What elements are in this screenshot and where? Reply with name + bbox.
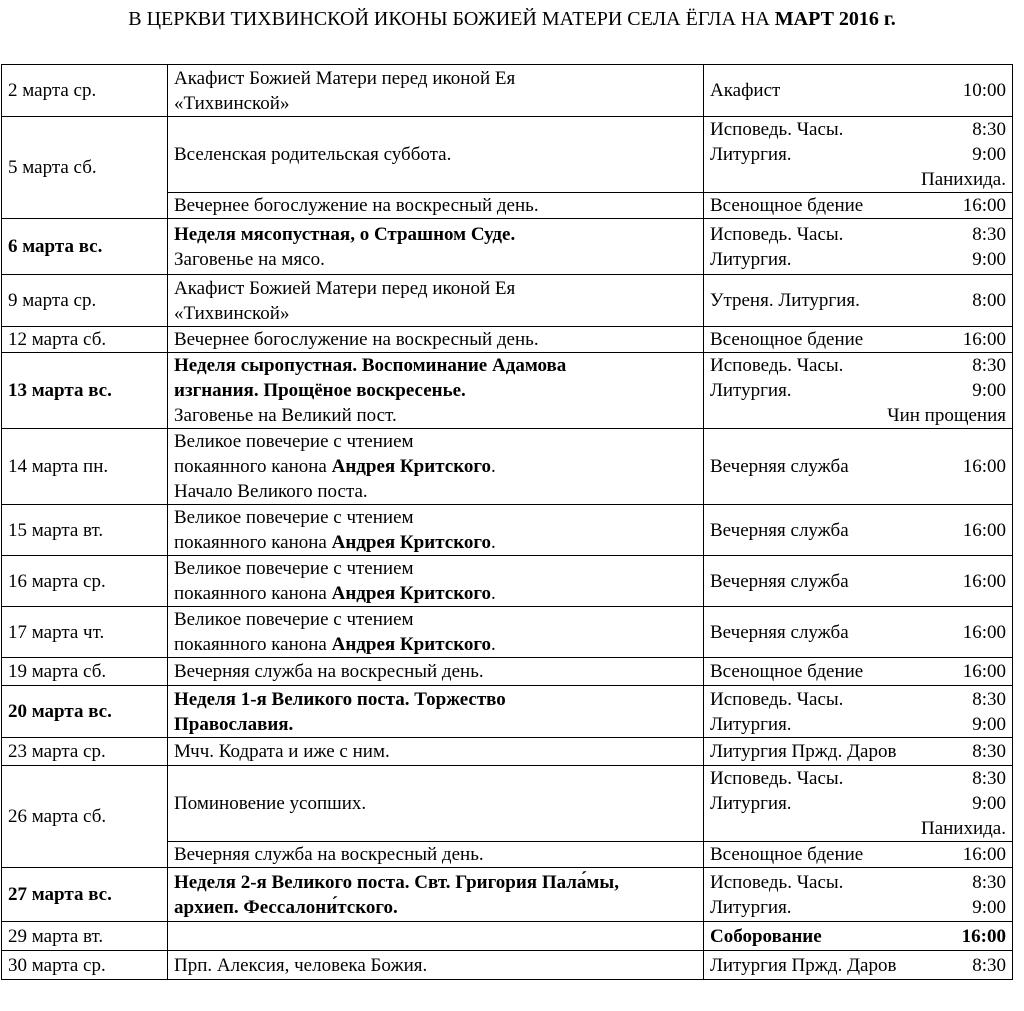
description-text: Великое повечерие с чтением [174,507,414,528]
description-line [174,791,697,816]
service-cell [704,607,1013,658]
service-name: Вечерняя служба [710,570,849,592]
description-text: Андрея Критского [331,532,492,553]
service-name: Вечерняя служба [710,456,849,477]
title-prefix: В ЦЕРКВИ ТИХВИНСКОЙ ИКОНЫ БОЖИЕЙ МАТЕРИ СЕЛА ЁГЛА НА [128,8,775,30]
service-cell [704,275,1013,327]
service-name: Вечерняя служба [710,519,849,541]
date-cell: 12 марта сб. [2,327,168,353]
service-name: Литургия. [710,896,792,918]
description-cell [168,868,704,922]
schedule-row [2,951,1013,980]
description-text: . [491,532,496,553]
schedule-row [2,686,1013,738]
service-line [710,895,1006,920]
service-time: Панихида. [920,818,1006,839]
date-cell: 15 марта вт. [2,505,168,556]
service-time: 8:00 [972,290,1006,311]
service-cell [704,868,1013,922]
service-name: Соборование [710,925,822,947]
description-line [174,327,697,352]
service-name: Утреня. Литургия. [710,290,860,311]
service-cell [704,738,1013,766]
service-line [710,247,1006,272]
service-name: Всенощное бдение [710,844,864,865]
schedule-table [1,64,1013,980]
description-text: Вечерняя служба на воскресный день. [174,661,484,682]
description-line [174,687,697,712]
service-name: Исповедь. Часы. [710,688,844,710]
date-cell: 9 марта ср. [2,275,168,327]
service-cell [704,65,1013,117]
date-cell: 16 марта ср. [2,556,168,607]
service-name: Литургия Пржд. Даров [710,741,897,762]
service-time: 16:00 [962,329,1006,350]
service-name: Исповедь. Часы. [710,871,844,893]
description-cell [168,353,704,429]
service-cell [704,766,1013,842]
service-name: Исповедь. Часы. [710,768,844,789]
date-cell: 27 марта вс. [2,868,168,922]
service-name: Исповедь. Часы. [710,223,844,245]
service-line [710,791,1006,816]
service-time: 16:00 [962,519,1006,541]
service-time: 16:00 [962,195,1006,216]
service-time: 16:00 [962,621,1006,643]
service-time: 10:00 [962,80,1006,101]
description-line [174,378,697,403]
service-time: 16:00 [962,456,1006,477]
description-line [174,193,697,218]
description-line [174,454,697,479]
description-line [174,530,697,555]
description-line [174,91,697,116]
service-line [710,924,1006,949]
description-line [174,842,697,867]
description-cell [168,686,704,738]
date-cell: 19 марта сб. [2,658,168,686]
date-cell: 2 марта ср. [2,65,168,117]
service-time: Панихида. [920,169,1006,190]
service-line [710,327,1006,352]
service-time: 8:30 [972,223,1006,245]
service-time: 8:30 [972,688,1006,710]
description-text: Неделя 2-я Великого поста. Свт. Григория Пала́мы, [174,871,619,893]
date-cell: 29 марта вт. [2,922,168,951]
schedule-row [2,327,1013,353]
schedule-row [2,505,1013,556]
description-text: Андрея Критского [331,583,492,604]
service-time: 16:00 [962,661,1006,682]
service-cell [704,219,1013,275]
description-text: Прп. Алексия, человека Божия. [174,954,428,976]
service-line [710,842,1006,867]
schedule-row [2,353,1013,429]
description-text: «Тихвинской» [174,302,290,324]
schedule-body [2,65,1013,980]
description-line [174,581,697,606]
page-title [0,8,1024,31]
date-cell: 5 марта сб. [2,117,168,219]
service-time: 9:00 [972,896,1006,918]
service-line [710,953,1006,978]
service-name: Литургия. [710,144,792,165]
description-cell [168,951,704,980]
schedule-row [2,607,1013,658]
service-line [710,403,1006,428]
service-line [710,378,1006,403]
service-line [710,353,1006,378]
service-cell [704,505,1013,556]
description-text: Великое повечерие с чтением [174,609,414,630]
description-line [174,142,697,167]
service-name: Литургия Пржд. Даров [710,954,897,976]
date-cell: 14 марта пн. [2,429,168,505]
schedule-row [2,922,1013,951]
description-cell [168,658,704,686]
description-line [174,247,697,272]
description-line [174,66,697,91]
description-cell [168,607,704,658]
service-line [710,142,1006,167]
description-text: покаянного канона [174,634,332,655]
service-time: 8:30 [972,355,1006,376]
service-name: Исповедь. Часы. [710,119,844,140]
service-time: 9:00 [972,248,1006,270]
service-line [710,222,1006,247]
service-name: Всенощное бдение [710,329,864,350]
service-line [710,117,1006,142]
description-text: Андрея Критского [331,456,492,477]
service-name: Литургия. [710,380,792,401]
service-name: Всенощное бдение [710,661,864,682]
description-cell [168,65,704,117]
description-line [174,429,697,454]
description-text: покаянного канона [174,456,332,477]
service-time: 8:30 [972,768,1006,789]
title-month: МАРТ 2016 г. [774,8,896,30]
service-cell [704,951,1013,980]
description-line [174,222,697,247]
description-text: Заговенье на Великий пост. [174,405,397,426]
service-name: Всенощное бдение [710,195,864,216]
description-text: Великое повечерие с чтением [174,558,414,579]
date-cell: 17 марта чт. [2,607,168,658]
service-line [710,569,1006,594]
service-name: Акафист [710,80,781,101]
date-cell: 6 марта вс. [2,219,168,275]
description-line [174,953,697,978]
description-text: Вечернее богослужение на воскресный день. [174,329,539,350]
description-line [174,403,697,428]
description-text: Акафист Божией Матери перед иконой Ея [174,67,516,89]
description-cell [168,117,704,193]
service-cell [704,193,1013,219]
schedule-row [2,65,1013,117]
service-cell [704,686,1013,738]
schedule-row [2,556,1013,607]
description-line [174,870,697,895]
schedule-row [2,219,1013,275]
service-time: 8:30 [972,741,1006,762]
description-line [174,632,697,657]
description-line [174,556,697,581]
schedule-row [2,658,1013,686]
description-line [174,895,697,920]
service-line [710,193,1006,218]
service-cell [704,117,1013,193]
description-text: Заговенье на мясо. [174,248,325,270]
service-line [710,766,1006,791]
description-line [174,659,697,684]
service-line [710,739,1006,764]
date-cell: 13 марта вс. [2,353,168,429]
description-text: Неделя сыропустная. Воспоминание Адамова [174,355,567,376]
service-line [710,659,1006,684]
schedule-row [2,738,1013,766]
description-text: изгнания. Прощёное воскресенье. [174,380,466,401]
description-cell [168,556,704,607]
service-cell [704,556,1013,607]
service-line [710,518,1006,543]
service-time: 8:30 [972,954,1006,976]
description-text: Акафист Божией Матери перед иконой Ея [174,277,516,299]
service-name: Вечерняя служба [710,621,849,643]
service-time: 8:30 [972,871,1006,893]
schedule-row [2,429,1013,505]
description-text: Начало Великого поста. [174,481,368,502]
service-time: Чин прощения [887,405,1006,426]
description-line [174,712,697,737]
service-time: 16:00 [962,844,1006,865]
description-cell [168,275,704,327]
description-cell [168,429,704,505]
description-cell [168,842,704,868]
description-text: . [491,456,496,477]
service-line [710,816,1006,841]
description-line [174,505,697,530]
service-name: Литургия. [710,793,792,814]
service-time: 8:30 [972,119,1006,140]
service-cell [704,327,1013,353]
service-time: 9:00 [972,380,1006,401]
service-time: 9:00 [972,713,1006,735]
service-time: 16:00 [961,925,1006,947]
date-cell: 23 марта ср. [2,738,168,766]
service-line [710,687,1006,712]
date-cell: 20 марта вс. [2,686,168,738]
description-text: «Тихвинской» [174,92,290,114]
description-text: Вечернее богослужение на воскресный день. [174,195,539,216]
schedule-row [2,117,1013,193]
service-name: Литургия. [710,713,792,735]
description-text: Вселенская родительская суббота. [174,144,452,165]
service-cell [704,842,1013,868]
description-line [174,479,697,504]
service-time: 9:00 [972,144,1006,165]
service-line [710,288,1006,313]
description-text: Великое повечерие с чтением [174,431,414,452]
description-text: . [491,634,496,655]
description-text: покаянного канона [174,583,332,604]
description-line [174,353,697,378]
description-text: Поминовение усопших. [174,793,367,814]
description-text: Андрея Критского [331,634,492,655]
description-text: Неделя 1-я Великого поста. Торжество [174,688,506,710]
description-line [174,739,697,764]
description-cell [168,327,704,353]
description-text: Вечерняя служба на воскресный день. [174,844,484,865]
service-line [710,712,1006,737]
description-cell [168,193,704,219]
description-line [174,276,697,301]
description-cell [168,738,704,766]
description-text: Православия. [174,713,294,735]
service-line [710,454,1006,479]
service-time: 16:00 [962,570,1006,592]
service-line [710,78,1006,103]
description-cell [168,219,704,275]
description-text: покаянного канона [174,532,332,553]
service-line [710,620,1006,645]
schedule-row [2,275,1013,327]
description-text: . [491,583,496,604]
description-line [174,301,697,326]
description-cell [168,922,704,951]
description-cell [168,766,704,842]
service-cell [704,922,1013,951]
service-line [710,167,1006,192]
service-cell [704,429,1013,505]
service-cell [704,658,1013,686]
date-cell: 26 марта сб. [2,766,168,868]
schedule-row [2,766,1013,842]
service-line [710,870,1006,895]
service-time: 9:00 [972,793,1006,814]
description-text: Мчч. Кодрата и иже с ним. [174,741,390,762]
service-name: Литургия. [710,248,792,270]
date-cell: 30 марта ср. [2,951,168,980]
description-text: Неделя мясопустная, о Страшном Суде. [174,223,516,245]
service-name: Исповедь. Часы. [710,355,844,376]
description-cell [168,505,704,556]
schedule-row [2,868,1013,922]
service-cell [704,353,1013,429]
description-text: архиеп. Фессалони́тского. [174,896,398,918]
description-line [174,607,697,632]
